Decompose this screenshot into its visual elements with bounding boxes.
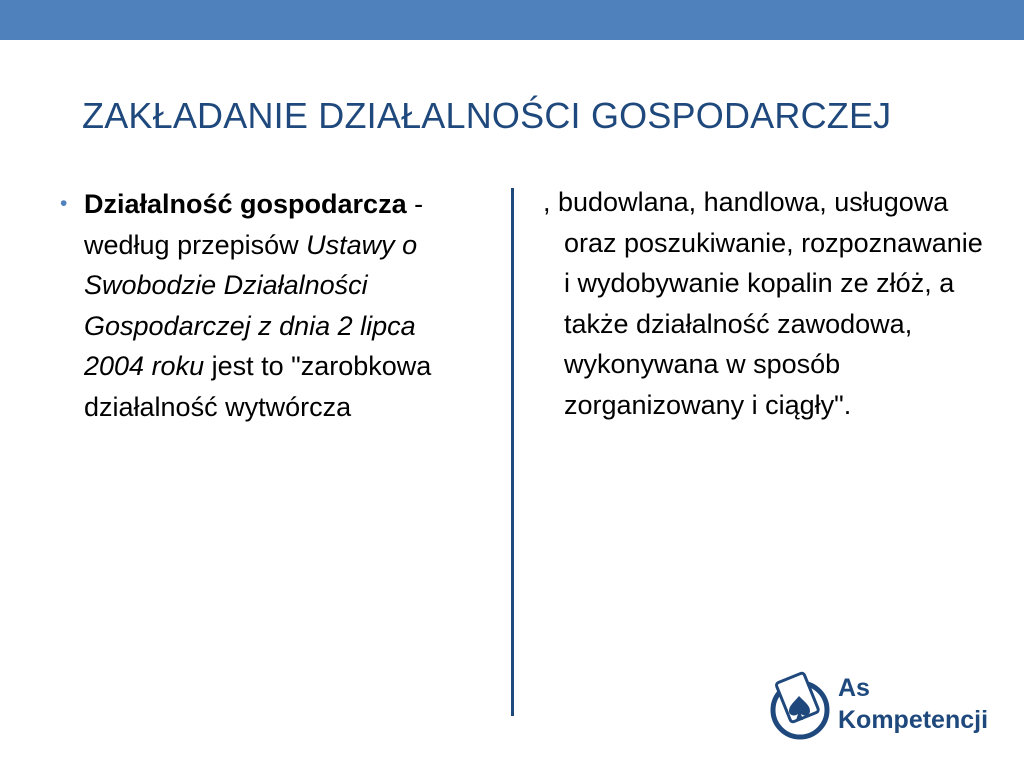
slide-title: ZAKŁADANIE DZIAŁALNOŚCI GOSPODARCZEJ xyxy=(82,95,892,136)
top-accent-bar xyxy=(0,0,1024,40)
definition-text-2: jest to "zarobkowa działalność wytwórcza xyxy=(84,351,432,422)
bullet-paragraph xyxy=(58,184,458,427)
as-kompetencji-logo xyxy=(768,668,998,746)
column-divider xyxy=(511,188,514,716)
continuation-text: , budowlana, handlowa, usługowa oraz poszukiwanie, rozpoznawanie i wydobywanie kopalin ze złóż, a także działalność zawodowa, wykonywana w sposób zorganizowany i ciągły". xyxy=(543,187,983,420)
left-column xyxy=(58,184,458,427)
term-bold: Działalność gospodarcza xyxy=(84,189,407,219)
logo-text-as: As xyxy=(838,674,870,702)
definition-text-1: - według przepisów xyxy=(84,189,424,260)
bullet-icon: • xyxy=(60,192,68,215)
act-name-italic: Ustawy o Swobodzie Działalności Gospodarczej z dnia 2 lipca 2004 roku xyxy=(84,229,418,381)
logo-text-kompetencji: Kompetencji xyxy=(838,706,989,734)
right-column xyxy=(543,182,983,425)
spade-card-circle-icon xyxy=(768,668,834,746)
